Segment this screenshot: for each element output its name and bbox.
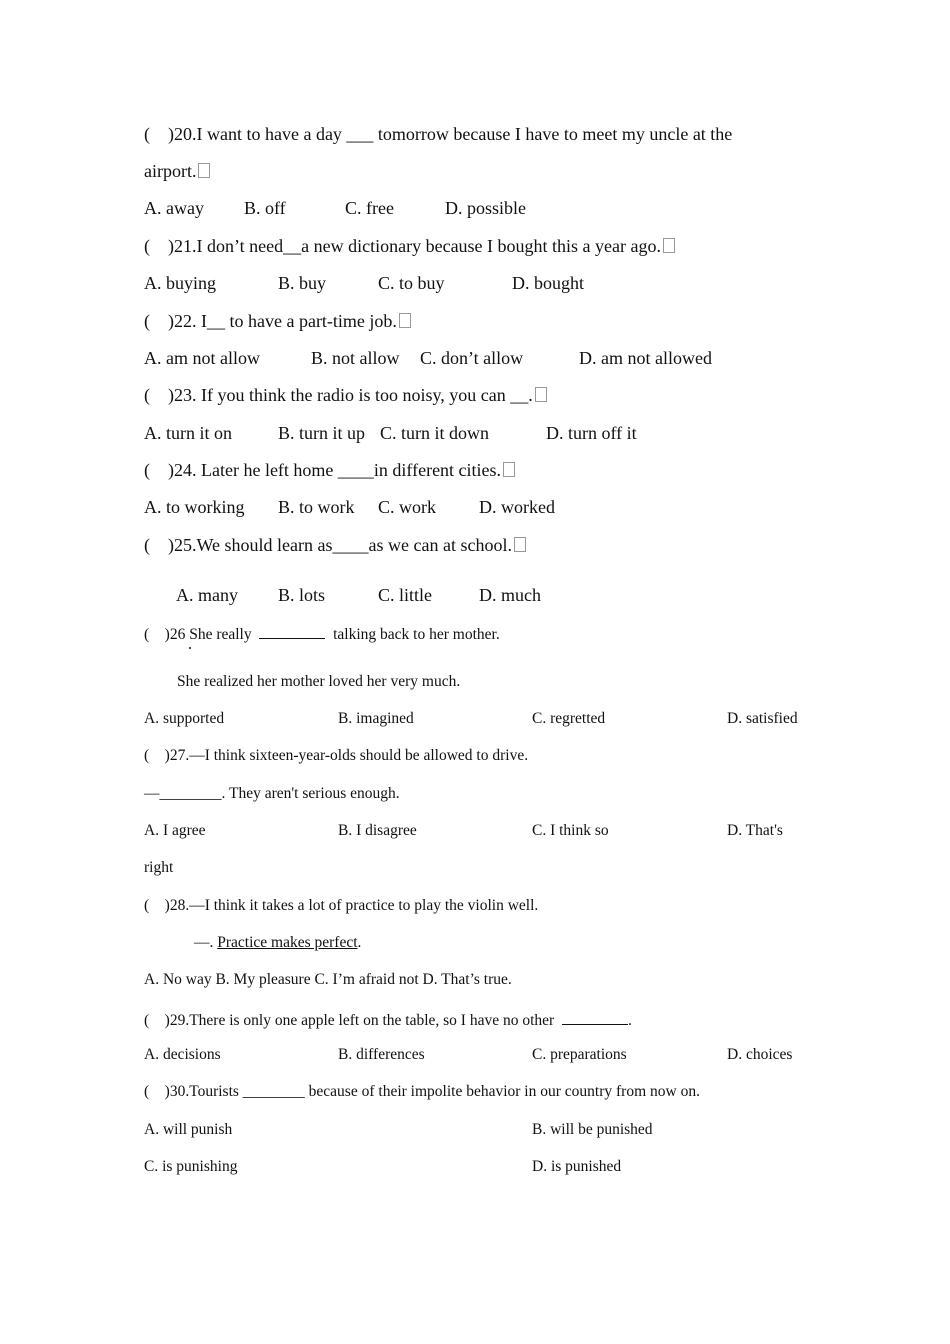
placeholder-box-icon (535, 387, 547, 402)
option-c: C. don’t allow (420, 348, 524, 368)
question-29-stem: ( )29.There is only one apple left on the table, so I have no other . (144, 1012, 632, 1029)
option-b: B. off (244, 198, 286, 218)
question-22-stem: ( )22. I__ to have a part-time job. (144, 312, 411, 330)
question-23-stem: ( )23. If you think the radio is too noisy, you can __. (144, 386, 547, 404)
question-21-stem: ( )21.I don’t need__a new dictionary because I bought this a year ago. (144, 237, 675, 255)
option-a: A. decisions (144, 1046, 221, 1063)
question-20-stem-continued: airport. (144, 162, 210, 180)
option-a: A. many (176, 585, 238, 605)
option-d: D. choices (727, 1046, 793, 1063)
option-c: C. little (378, 585, 432, 605)
option-a: A. away (144, 198, 204, 218)
question-30-stem: ( )30.Tourists ________ because of their impolite behavior in our country from now on. (144, 1083, 700, 1100)
option-c: C. is punishing (144, 1158, 238, 1175)
option-d: D. bought (512, 273, 584, 293)
option-c: C. free (345, 198, 394, 218)
option-d: D. possible (445, 198, 526, 218)
option-b: B. I disagree (338, 822, 417, 839)
option-c: C. work (378, 497, 436, 517)
option-a: A. buying (144, 273, 216, 293)
option-c: C. turn it down (380, 423, 490, 443)
question-26-stem: ( )26 She really talking back to her mother. (144, 626, 500, 643)
question-20-stem: ( )20.I want to have a day ___ tomorrow because I have to meet my uncle at the (144, 124, 733, 144)
placeholder-box-icon (663, 238, 675, 253)
option-b: B. buy (278, 273, 327, 293)
option-b: B. lots (278, 585, 326, 605)
question-27-reply: —________. They aren't serious enough. (144, 785, 400, 802)
option-d: D. much (479, 585, 541, 605)
stray-dot (189, 647, 191, 649)
question-25-stem: ( )25.We should learn as____as we can at school. (144, 536, 526, 554)
option-c: C. regretted (532, 710, 606, 727)
option-a: A. will punish (144, 1121, 233, 1138)
option-a: A. to working (144, 497, 245, 517)
option-b: B. differences (338, 1046, 425, 1063)
question-28-options: A. No way B. My pleasure C. I’m afraid not D. That’s true. (144, 971, 512, 988)
option-a: A. turn it on (144, 423, 232, 443)
option-c: C. I think so (532, 822, 609, 839)
option-b: B. to work (278, 497, 355, 517)
question-26-stem-continued: She realized her mother loved her very much. (177, 673, 461, 690)
option-d: D. am not allowed (579, 348, 712, 368)
question-28-stem: ( )28.—I think it takes a lot of practice to play the violin well. (144, 897, 539, 914)
question-27-stem: ( )27.—I think sixteen-year-olds should be allowed to drive. (144, 747, 529, 764)
option-d-continued: right (144, 859, 174, 876)
placeholder-box-icon (399, 313, 411, 328)
option-d: D. turn off it (546, 423, 637, 443)
option-d: D. That's (727, 822, 783, 839)
option-b: B. will be punished (532, 1121, 653, 1138)
option-a: A. supported (144, 710, 225, 727)
question-24-stem: ( )24. Later he left home ____in different cities. (144, 461, 515, 479)
answer-blank (562, 1010, 628, 1025)
answer-blank (259, 624, 325, 639)
option-c: C. to buy (378, 273, 445, 293)
option-d: D. satisfied (727, 710, 798, 727)
placeholder-box-icon (514, 537, 526, 552)
option-c: C. preparations (532, 1046, 627, 1063)
option-b: B. turn it up (278, 423, 366, 443)
option-a: A. I agree (144, 822, 206, 839)
option-d: D. worked (479, 497, 555, 517)
placeholder-box-icon (198, 163, 210, 178)
placeholder-box-icon (503, 462, 515, 477)
option-a: A. am not allow (144, 348, 260, 368)
option-b: B. not allow (311, 348, 400, 368)
option-d: D. is punished (532, 1158, 622, 1175)
option-b: B. imagined (338, 710, 414, 727)
question-28-reply: —. Practice makes perfect. (194, 934, 362, 951)
